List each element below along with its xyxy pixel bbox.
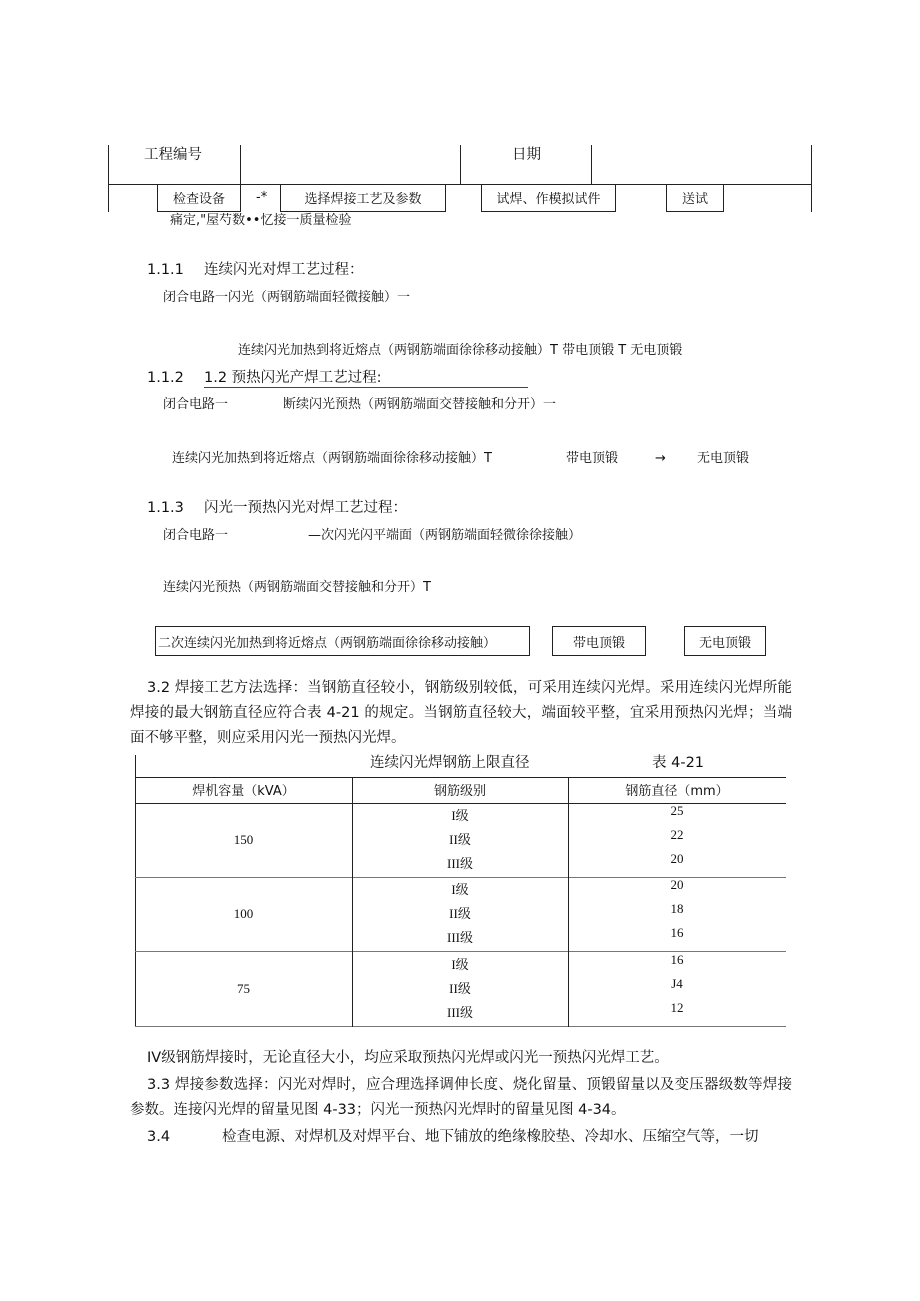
- process-step: 无电顶锻: [697, 451, 750, 466]
- table-border: [240, 145, 241, 184]
- process-step: 连续闪光加热到将近熔点（两钢筋端面徐徐移动接触）T: [172, 451, 492, 466]
- section-number: 1.1.3: [147, 500, 184, 516]
- paragraph-iv: IV级钢筋焊接时，无论直径大小，均应采取预热闪光焊或闪光一预热闪光焊工艺。: [147, 1050, 669, 1066]
- grade-cell: I级: [451, 808, 469, 823]
- table-number: 表 4-21: [652, 755, 705, 771]
- date-label: 日期: [512, 147, 541, 163]
- flow-caption: 痛定,"屋芍数••忆接一质量检验: [170, 213, 352, 228]
- table-border: [811, 145, 812, 212]
- flow-step-trial-weld: 试焊、作模拟试件: [481, 184, 616, 212]
- flow-arrow: -*: [256, 190, 268, 205]
- diameter-cell: 16: [670, 925, 684, 941]
- process-box: 二次连续闪光加热到将近熔点（两钢筋端面徐徐移动接触）: [155, 626, 530, 656]
- grade-cell: III级: [447, 930, 473, 946]
- section-title: 连续闪光对焊工艺过程：: [204, 262, 364, 278]
- capacity-cell: 100: [233, 906, 254, 922]
- process-line: 闭合电路一闪光（两钢筋端面轻微接触）一: [163, 290, 411, 305]
- diameter-cell: 20: [670, 851, 684, 866]
- section-number: 1.1.2: [147, 370, 184, 386]
- grade-cell: II级: [449, 906, 471, 922]
- table-border: [108, 145, 109, 212]
- column-header: 焊机容量（kVA）: [192, 784, 295, 799]
- section-number: 1.1.1: [147, 262, 184, 278]
- process-box: 无电顶锻: [684, 626, 766, 656]
- diameter-cell: 16: [670, 951, 684, 967]
- paragraph-3-4: 检查电源、对焊机及对焊平台、地下铺放的绝缘橡胶垫、冷却水、压缩空气等，一切: [222, 1129, 759, 1145]
- diameter-cell: J4: [671, 975, 683, 991]
- arrow-icon: →: [655, 451, 666, 466]
- project-no-label: 工程编号: [144, 147, 202, 163]
- process-box: 带电顶锻: [552, 626, 646, 656]
- process-step: 连续闪光预热（两钢筋端面交替接触和分开）T: [163, 580, 431, 595]
- table-title: 连续闪光焊钢筋上限直径: [370, 755, 530, 771]
- process-step: —次闪光闪平端面（两钢筋端面轻微徐徐接触）: [308, 528, 582, 543]
- diameter-cell: 20: [670, 877, 684, 893]
- section-title: 1.2 预热闪光产焊工艺过程:: [204, 369, 528, 388]
- grade-cell: II级: [449, 980, 471, 996]
- flow-step-check-equipment: 检查设备: [157, 184, 241, 212]
- paragraph-3-3: 3.3 焊接参数选择：闪光对焊时，应合理选择调伸长度、烧化留量、顶锻留量以及变压器级数等焊接参数。连接闪光焊的留量见图 4-33；闪光一预热闪光焊时的留量见图 4-34。: [130, 1077, 792, 1118]
- diameter-cell: 18: [670, 901, 684, 917]
- diameter-cell: 25: [670, 803, 684, 818]
- flow-step-send-test: 送试: [666, 184, 724, 212]
- diameter-cell: 12: [670, 999, 684, 1015]
- grade-cell: I级: [451, 882, 469, 898]
- table-border: [460, 145, 461, 184]
- process-step: 闭合电路一: [163, 528, 229, 543]
- capacity-cell: 75: [237, 980, 250, 996]
- column-header: 钢筋级别: [433, 784, 486, 799]
- grade-cell: I级: [451, 956, 469, 972]
- capacity-cell: 150: [233, 832, 254, 847]
- section-number: 3.4: [147, 1129, 171, 1145]
- process-step: 断续闪光预热（两钢筋端面交替接触和分开）一: [283, 397, 557, 412]
- process-step: 闭合电路一: [163, 397, 229, 412]
- grade-cell: III级: [447, 1004, 473, 1020]
- process-line: 连续闪光加热到将近熔点（两钢筋端面徐徐移动接触）T 带电顶锻 T 无电顶锻: [238, 343, 683, 358]
- grade-cell: II级: [449, 832, 471, 847]
- flow-step-select-process: 选择焊接工艺及参数: [280, 184, 446, 212]
- diameter-cell: 22: [670, 827, 684, 842]
- column-header: 钢筋直径（mm）: [625, 784, 729, 799]
- grade-cell: III级: [447, 856, 473, 871]
- process-step: 带电顶锻: [566, 451, 619, 466]
- paragraph-3-2: 3.2 焊接工艺方法选择：当钢筋直径较小，钢筋级别较低，可采用连续闪光焊。采用连续闪光焊所能焊接的最大钢筋直径应符合表 4-21 的规定。当钢筋直径较大，端面较平整，宜采用预热闪光焊；当端面不够平整，则应采用闪光一预热闪光焊。: [130, 680, 792, 746]
- table-border: [591, 145, 592, 184]
- section-title: 闪光一预热闪光对焊工艺过程：: [204, 500, 407, 516]
